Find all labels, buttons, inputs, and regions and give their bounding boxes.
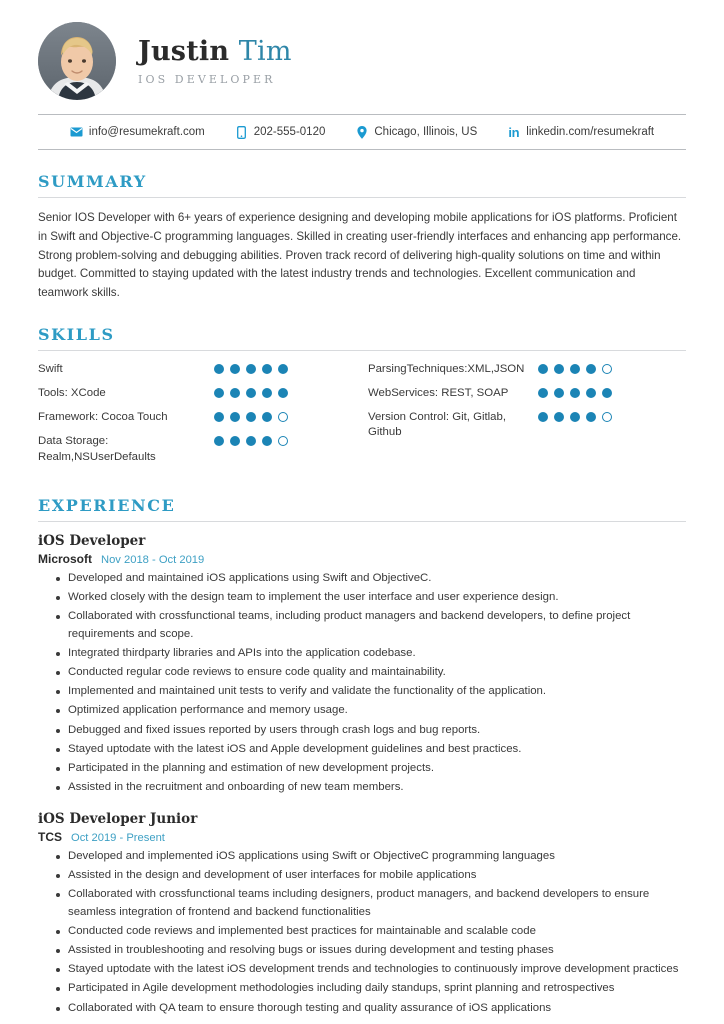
job-bullet: Participated in the planning and estimation of new development projects. — [56, 760, 686, 778]
skill-row — [38, 386, 362, 401]
job-bullet: Debugged and fixed issues reported by users through crash logs and bug reports. — [56, 722, 686, 740]
contact-email[interactable] — [70, 126, 205, 139]
summary-divider — [38, 197, 686, 198]
skill-rating-dots — [214, 362, 288, 374]
job-bullet: Assisted in the recruitment and onboarding of new team members. — [56, 779, 686, 797]
skill-rating-dots — [538, 386, 612, 398]
summary-heading: SUMMARY — [38, 172, 147, 191]
rating-dot-filled — [246, 436, 256, 446]
job-meta — [38, 830, 686, 844]
skills-grid — [38, 362, 686, 474]
rating-dot-filled — [230, 364, 240, 374]
linkedin-icon: in — [508, 124, 520, 140]
skills-divider — [38, 350, 686, 351]
skill-row — [38, 410, 362, 425]
experience-section — [38, 496, 686, 1018]
rating-dot-empty — [278, 412, 288, 422]
job-bullet: Stayed uptodate with the latest iOS development trends and technologies to continuously improve development practices — [56, 961, 686, 979]
header-job-title: IOS DEVELOPER — [138, 73, 276, 87]
contact-phone[interactable] — [235, 126, 326, 139]
name-block — [138, 36, 292, 86]
rating-dot-filled — [586, 364, 596, 374]
rating-dot-filled — [538, 388, 548, 398]
contact-location-text: Chicago, Illinois, US — [374, 126, 478, 138]
first-name: Justin — [138, 35, 230, 67]
contact-email-text: info@resumekraft.com — [88, 126, 205, 138]
job-bullet: Implemented and maintained unit tests to verify and validate the functionality of the application. — [56, 683, 686, 701]
rating-dot-filled — [230, 436, 240, 446]
rating-dot-filled — [214, 364, 224, 374]
job-role: iOS Developer — [38, 532, 146, 549]
skills-heading: SKILLS — [38, 324, 115, 344]
rating-dot-filled — [538, 412, 548, 422]
skill-name: ParsingTechniques:XML,JSON — [368, 362, 525, 375]
rating-dot-filled — [554, 412, 564, 422]
contact-location[interactable] — [355, 126, 477, 139]
job-bullet: Participated in Agile development methodologies including daily standups, sprint planning and retrospectives — [56, 980, 686, 998]
rating-dot-filled — [554, 364, 564, 374]
rating-dot-filled — [230, 388, 240, 398]
location-pin-icon — [355, 126, 368, 139]
skill-row — [368, 410, 686, 440]
rating-dot-filled — [246, 412, 256, 422]
rating-dot-filled — [246, 364, 256, 374]
skill-rating-dots — [538, 362, 612, 374]
skill-row — [38, 434, 362, 464]
job-bullet: Conducted code reviews and implemented best practices for maintainable and scalable code — [56, 923, 686, 941]
contact-bar — [38, 114, 686, 150]
summary-text: Senior IOS Developer with 6+ years of experience designing and developing mobile applications for iOS platforms. Proficient in Swift and Objective-C programming languages. Skilled in creating user-friendly interfaces and enhancing app performance. Strong problem-solving and debugging abilities. Proven track record of delivering high-quality solutions on time and within budget. Committed to staying updated with the latest industry trends and technologies. Excellent communication and teamwork skills. — [38, 211, 682, 300]
email-icon — [70, 126, 83, 139]
job-bullet: Integrated thirdparty libraries and APIs into the application codebase. — [56, 645, 686, 663]
job-bullet: Collaborated with QA team to ensure thorough testing and quality assurance of iOS applications — [56, 1000, 686, 1018]
job-company: TCS — [38, 829, 62, 844]
skill-rating-dots — [214, 410, 288, 422]
avatar — [38, 22, 116, 100]
job-bullet: Collaborated with crossfunctional teams, including product managers and backend developers, to define project requirements and scope. — [56, 608, 686, 643]
skill-name: WebServices: REST, SOAP — [368, 387, 509, 400]
skill-name: Tools: XCode — [38, 387, 106, 400]
person-photo-icon — [38, 22, 116, 100]
experience-divider — [38, 521, 686, 522]
rating-dot-filled — [570, 388, 580, 398]
contact-phone-text: 202-555-0120 — [253, 126, 326, 138]
contact-linkedin[interactable] — [507, 126, 654, 139]
job-dates: Nov 2018 - Oct 2019 — [101, 553, 205, 566]
rating-dot-filled — [230, 412, 240, 422]
skill-rating-dots — [214, 386, 288, 398]
job-bullet: Collaborated with crossfunctional teams including designers, product managers, and backend developers to ensure seamless integration of frontend and backend functionalities — [56, 886, 686, 921]
rating-dot-empty — [602, 412, 612, 422]
job-bullet: Worked closely with the design team to implement the user interface and user experience design. — [56, 589, 686, 607]
rating-dot-filled — [602, 388, 612, 398]
skill-row — [38, 362, 362, 377]
job-bullet: Developed and maintained iOS applications using Swift and ObjectiveC. — [56, 570, 686, 588]
last-name: Tim — [238, 35, 292, 67]
rating-dot-filled — [538, 364, 548, 374]
skill-row — [368, 362, 686, 377]
rating-dot-filled — [586, 412, 596, 422]
rating-dot-filled — [214, 436, 224, 446]
experience-heading: EXPERIENCE — [38, 495, 176, 515]
rating-dot-filled — [246, 388, 256, 398]
page-title — [138, 35, 292, 67]
rating-dot-filled — [262, 436, 272, 446]
experience-item — [38, 533, 686, 797]
job-dates: Oct 2019 - Present — [71, 831, 165, 844]
rating-dot-filled — [262, 412, 272, 422]
skill-row — [368, 386, 686, 401]
rating-dot-filled — [262, 364, 272, 374]
rating-dot-filled — [214, 388, 224, 398]
job-bullet: Optimized application performance and memory usage. — [56, 702, 686, 720]
rating-dot-filled — [570, 364, 580, 374]
skill-name: Framework: Cocoa Touch — [38, 411, 168, 424]
summary-section — [38, 172, 686, 303]
rating-dot-filled — [214, 412, 224, 422]
skill-name: Data Storage: Realm,NSUserDefaults — [38, 435, 156, 463]
rating-dot-filled — [278, 388, 288, 398]
skills-column-right — [362, 362, 686, 474]
skill-rating-dots — [214, 434, 288, 446]
resume-header — [38, 0, 686, 114]
job-bullet-list — [38, 570, 686, 797]
rating-dot-filled — [262, 388, 272, 398]
rating-dot-filled — [554, 388, 564, 398]
job-bullet-list — [38, 848, 686, 1018]
experience-item — [38, 811, 686, 1018]
job-meta — [38, 552, 686, 566]
rating-dot-filled — [278, 364, 288, 374]
job-bullet: Assisted in troubleshooting and resolving bugs or issues during development and testing phases — [56, 942, 686, 960]
job-bullet: Developed and implemented iOS applications using Swift or ObjectiveC programming languages — [56, 848, 686, 866]
job-bullet: Conducted regular code reviews to ensure code quality and maintainability. — [56, 664, 686, 682]
skills-section — [38, 325, 686, 474]
job-bullet: Assisted in the design and development of user interfaces for mobile applications — [56, 867, 686, 885]
skill-name: Swift — [38, 362, 63, 375]
job-bullet: Stayed uptodate with the latest iOS and Apple development guidelines and best practices. — [56, 741, 686, 759]
skill-name: Version Control: Git, Gitlab, Github — [368, 411, 507, 439]
rating-dot-empty — [602, 364, 612, 374]
rating-dot-filled — [586, 388, 596, 398]
experience-list — [38, 533, 686, 1018]
job-company: Microsoft — [38, 551, 92, 566]
skill-rating-dots — [538, 410, 612, 422]
contact-linkedin-text: linkedin.com/resumekraft — [526, 126, 655, 138]
rating-dot-filled — [570, 412, 580, 422]
phone-icon — [235, 126, 248, 139]
rating-dot-empty — [278, 436, 288, 446]
skills-column-left — [38, 362, 362, 474]
job-role: iOS Developer Junior — [38, 810, 198, 827]
